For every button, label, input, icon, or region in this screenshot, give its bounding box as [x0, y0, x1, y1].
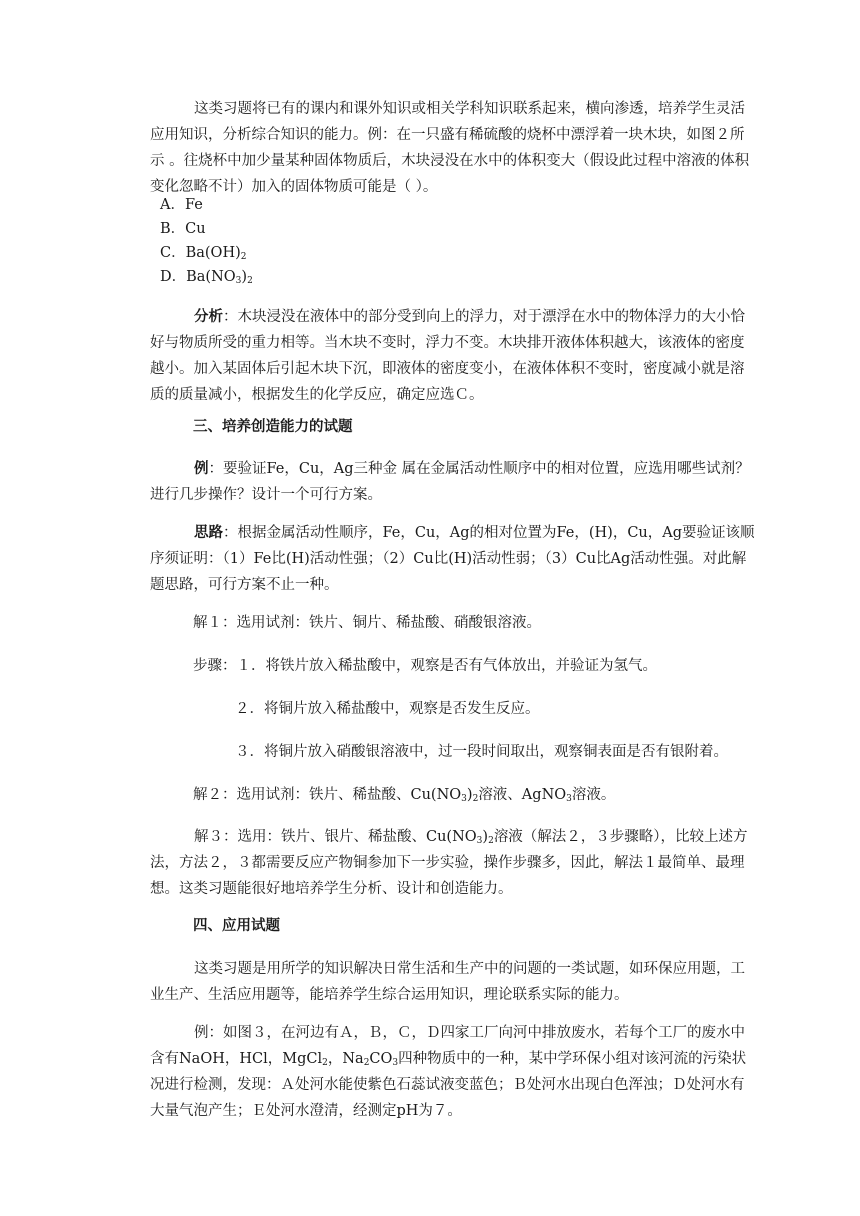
example-paragraph: 例：要验证Fe，Cu，Ag三种金 属在金属活动性顺序中的相对位置，应选用哪些试剂？进行几步操作？设计一个可行方案。	[150, 460, 750, 503]
idea-paragraph: 思路：根据金属活动性顺序，Fe，Cu，Ag的相对位置为Fe，(H)，Cu，Ag要验证该顺序须证明：（1）Fe比(H)活动性强；（2）Cu比(H)活动性弱；（3）Cu比Ag活动性强。对此解题思路，可行方案不止一种。	[150, 524, 755, 593]
step-3: ３．将铜片放入硝酸银溶液中，过一段时间取出，观察铜表面是否有银附着。	[235, 744, 728, 760]
example-3-paragraph: 例：如图３，在河边有Ａ，Ｂ，Ｃ，Ｄ四家工厂向河中排放废水，若每个工厂的废水中含有NaOH，HCl，MgCl$_2$，$Na_2CO_3$四种物质中的一种，某中学环保小组对该河流的污染状况进行检测，发现：Ａ处河水能使紫色石蕊试液变蓝色；Ｂ处河水出现白色浑浊；Ｄ处河水有大量气泡产生；Ｅ处河水澄清，经测定pH为７。	[150, 1025, 747, 1119]
step-1: 步骤：１．将铁片放入稀盐酸中，观察是否有气体放出，并验证为氢气。	[193, 658, 657, 674]
example-label: 例	[194, 460, 209, 477]
analysis-label: 分析	[194, 308, 223, 325]
idea-label: 思路	[194, 524, 223, 541]
option-d: D．$Ba(NO_3)_2$	[160, 269, 253, 286]
solution-3-paragraph: 解３：选用：铁片、银片、稀盐酸、$Cu(NO_3)_2$溶液（解法２，３步骤略），比较上述方法，方法２，３都需要反应产物铜参加下一步实验，操作步骤多，因此，解法１最简单、最理想。这类习题能很好地培养学生分析、设计和创造能力。	[150, 829, 748, 897]
option-b: B．Cu	[160, 221, 206, 237]
section-4-heading: 四、应用试题	[193, 917, 280, 934]
intro-paragraph: 这类习题将已有的课内和课外知识或相关学科知识联系起来，横向渗透，培养学生灵活应用知识，分析综合知识的能力。例：在一只盛有稀硫酸的烧杯中漂浮着一块木块，如图２所示 。往烧杯中加少量某种固体物质后，木块浸没在水中的体积变大（假设此过程中溶液的体积变化忽略不计）加入的固体物质可能是（ ）。	[150, 101, 750, 195]
application-paragraph: 这类习题是用所学的知识解决日常生活和生产中的问题的一类试题，如环保应用题，工业生产、生活应用题等，能培养学生综合运用知识，理论联系实际的能力。	[150, 961, 745, 1003]
solution-1: 解１：选用试剂：铁片、铜片、稀盐酸、硝酸银溶液。	[193, 615, 541, 631]
section-3-heading: 三、培养创造能力的试题	[193, 418, 353, 435]
analysis-paragraph: 分析：木块浸没在液体中的部分受到向上的浮力，对于漂浮在水中的物体浮力的大小恰好与物质所受的重力相等。当木块不变时，浮力不变。木块排开液体体积越大，该液体的密度越小。加入某固体后引起木块下沉，即液体的密度变小，在液体体积不变时，密度减小就是溶质的质量减小，根据发生的化学反应，确定应选Ｃ。	[150, 308, 745, 403]
step-2: ２．将铜片放入稀盐酸中，观察是否发生反应。	[235, 701, 540, 717]
option-a: A．Fe	[160, 197, 203, 213]
option-c: C．$Ba(OH)_2$	[160, 245, 247, 262]
solution-2: 解２：选用试剂：铁片、稀盐酸、$Cu(NO_3)_2$溶液、AgNO$_3$溶液。	[193, 787, 616, 804]
